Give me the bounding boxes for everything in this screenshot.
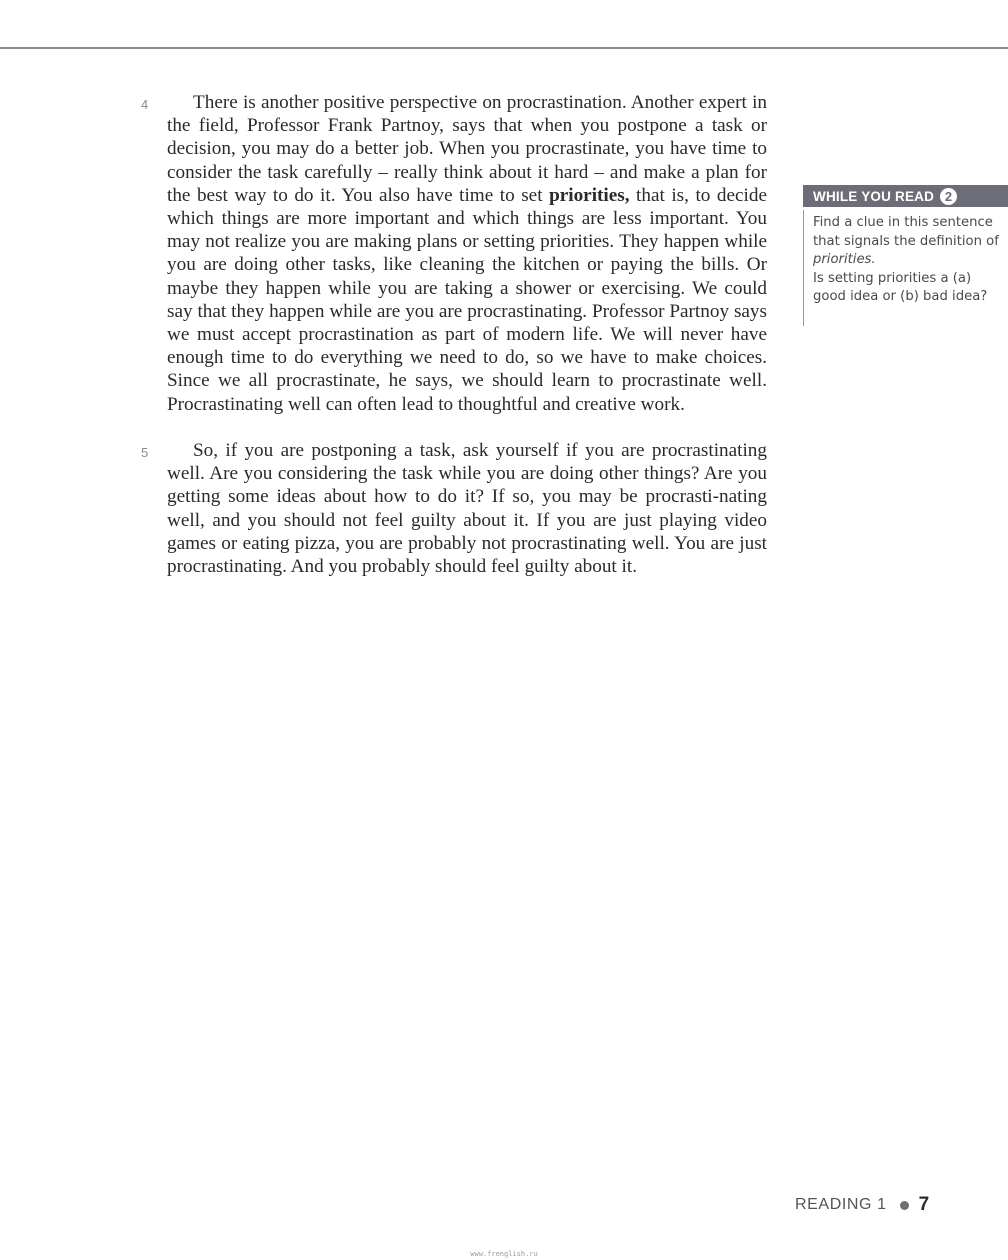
while-you-read-prompt (803, 210, 1008, 326)
keyword-priorities: priorities, (549, 184, 630, 206)
paragraph-text: There is another positive perspective on procrastination. Another expert in the field, Professor Frank Partnoy, says that when you postpone a task or decision, you may do a better job. When you procrastinate, you have time to consider the task carefully – really think about it hard – and make a plan for the best way to do it. You also have time to set (167, 92, 767, 206)
prompt-question: Is setting priorities a (a) good idea or (b) bad idea? (813, 270, 988, 304)
top-rule (0, 47, 1008, 49)
while-you-read-box (803, 185, 1008, 326)
paragraph-number: 5 (141, 445, 149, 460)
watermark: www.frenglish.ru (470, 1250, 538, 1258)
prompt-term: priorities. (813, 252, 876, 267)
page-footer (795, 1194, 929, 1216)
paragraph-4 (167, 91, 767, 416)
while-you-read-header (803, 185, 1008, 207)
step-number-badge: 2 (940, 188, 957, 205)
prompt-text: Find a clue in this sentence that signals the definition of (813, 215, 999, 249)
section-label: READING 1 (795, 1196, 887, 1213)
bullet-icon (900, 1201, 909, 1210)
paragraph-5 (167, 439, 767, 578)
paragraph-text: So, if you are postponing a task, ask yourself if you are procrastinating well. Are you considering the task while you are doing other things? Are you getting some ideas about how to do it? If so, you may be procrasti-nating well, and you should not feel guilty about it. If you are just playing video games or eating pizza, you are probably not procrastinating well. You are just procrastinating. And you probably should feel guilty about it. (167, 440, 767, 578)
paragraph-text: that is, to decide which things are more important and which things are less important. You may not realize you are making plans or setting priorities. They happen while you are doing other tasks, like cleaning the kitchen or paying the bills. Or maybe they happen while you are taking a shower or exercising. We could say that they happen while are you are procrastinating. Professor Partnoy says we must accept procrastination as part of modern life. We will never have enough time to do everything we need to do, so we have to make choices. Since we all procrastinate, he says, we should learn to procrastinate well. Procrastinating well can often lead to thoughtful and creative work. (167, 184, 767, 415)
while-you-read-title: WHILE YOU READ (813, 188, 935, 204)
page-number: 7 (918, 1194, 930, 1215)
paragraph-number: 4 (141, 97, 149, 112)
